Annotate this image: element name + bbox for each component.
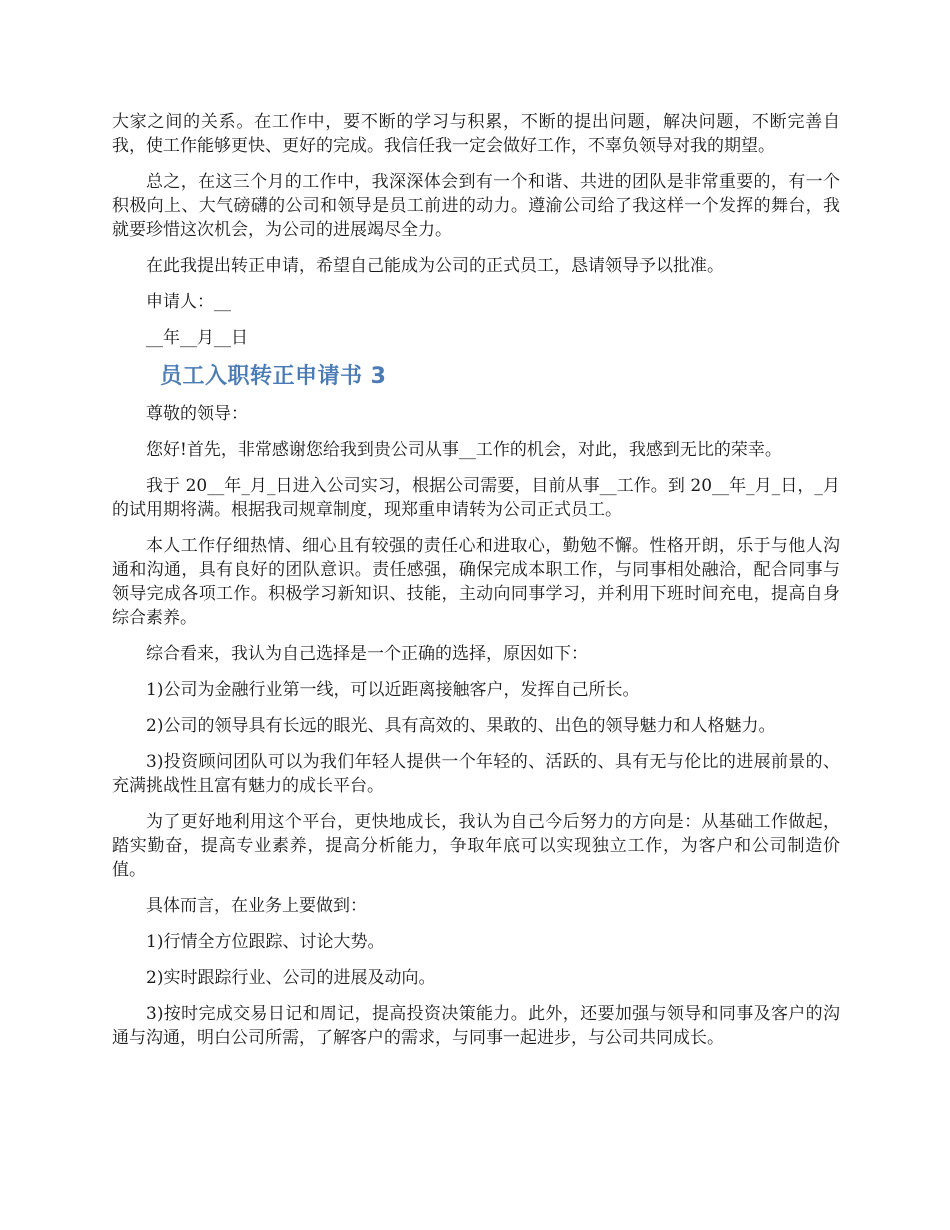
list-item-task-2: 2)实时跟踪行业、公司的进展及动向。	[146, 968, 436, 988]
paragraph-reasons-intro: 综合看来，我认为自己选择是一个正确的选择，原因如下：	[146, 644, 588, 664]
salutation: 尊敬的领导：	[146, 404, 248, 424]
paragraph-direction: 为了更好地利用这个平台，更快地成长，我认为自己今后努力的方向是：从基础工作做起，踏实勤奋，提高专业素养，提高分析能力，争取年底可以实现独立工作，为客户和公司制造价值。	[112, 812, 840, 880]
section-title: 员工入职转正申请书 3	[160, 364, 387, 389]
paragraph-entry-date: 我于 20__年_月_日进入公司实习，根据公司需要，目前从事__工作。到 20__年_月_日，_月的试用期将满。根据我司规章制度，现郑重申请转为公司正式员工。	[112, 476, 840, 520]
paragraph-thanks: 您好!首先，非常感谢您给我到贵公司从事__工作的机会，对此，我感到无比的荣幸。	[146, 440, 782, 460]
applicant-line: 申请人：__	[146, 292, 231, 312]
paragraph-self-evaluation: 本人工作仔细热情、细心且有较强的责任心和进取心，勤勉不懈。性格开朗，乐于与他人沟通和沟通，具有良好的团队意识。责任感强，确保完成本职工作，与同事相处融洽，配合同事与领导完成各项工作。积极学习新知识、技能，主动向同事学习，并利用下班时间充电，提高自身综合素养。	[112, 536, 840, 628]
paragraph-summary: 总之，在这三个月的工作中，我深深体会到有一个和谐、共进的团队是非常重要的，有一个积极向上、大气磅礴的公司和领导是员工前进的动力。遵渝公司给了我这样一个发挥的舞台，我就要珍惜这次机会，为公司的进展竭尽全力。	[112, 172, 840, 240]
list-item-reason-2: 2)公司的领导具有长远的眼光、具有高效的、果敢的、出色的领导魅力和人格魅力。	[146, 716, 776, 736]
date-line: __年__月__日	[146, 328, 248, 348]
list-item-task-3: 3)按时完成交易日记和周记，提高投资决策能力。此外，还要加强与领导和同事及客户的沟通与沟通，明白公司所需，了解客户的需求，与同事一起进步，与公司共同成长。	[112, 1004, 840, 1048]
paragraph-specifics-intro: 具体而言，在业务上要做到：	[146, 896, 367, 916]
paragraph-relationship: 大家之间的关系。在工作中，要不断的学习与积累，不断的提出问题，解决问题，不断完善自我，使工作能够更快、更好的完成。我信任我一定会做好工作，不辜负领导对我的期望。	[112, 112, 840, 156]
paragraph-request: 在此我提出转正申请，希望自己能成为公司的正式员工，恳请领导予以批准。	[146, 256, 724, 276]
document-body	[112, 110, 840, 1062]
list-item-task-1: 1)行情全方位跟踪、讨论大势。	[146, 932, 385, 952]
list-item-reason-3: 3)投资顾问团队可以为我们年轻人提供一个年轻的、活跃的、具有无与伦比的进展前景的、充满挑战性且富有魅力的成长平台。	[112, 752, 840, 796]
list-item-reason-1: 1)公司为金融行业第一线，可以近距离接触客户，发挥自己所长。	[146, 680, 640, 700]
